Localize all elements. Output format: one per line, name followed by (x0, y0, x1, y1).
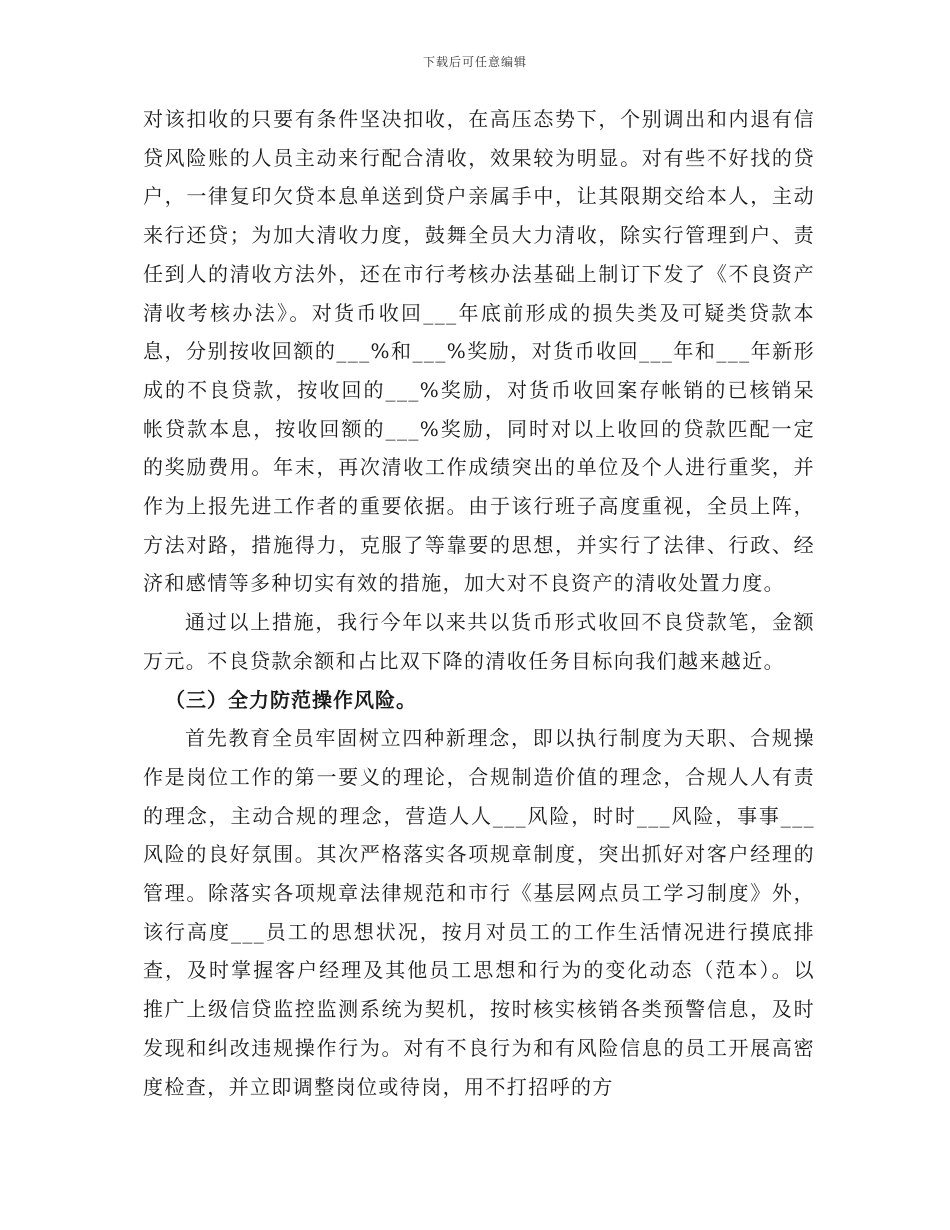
document-body (143, 100, 815, 1106)
section-heading: （三）全力防范操作风险。 (165, 687, 417, 712)
paragraph-results: 通过以上措施，我行今年以来共以货币形式收回不良贷款笔，金额万元。不良贷款余额和占比双下降的清收任务目标向我们越来越近。 (143, 610, 815, 673)
paragraph-operational-risk: 首先教育全员牢固树立四种新理念，即以执行制度为天职、合规操作是岗位工作的第一要义的理论，合规制造价值的理念，合规人人有责的理念，主动合规的理念，营造人人___风险，时时___风险，事事___风险的良好氛围。其次严格落实各项规章制度，突出抓好对客户经理的管理。除落实各项规章法律规范和市行《基层网点员工学习制度》外，该行高度___员工的思想状况，按月对员工的工作生活情况进行摸底排查，及时掌握客户经理及其他员工思想和行为的变化动态（范本）。以推广上级信贷监控监测系统为契机，按时核实核销各类预警信息，及时发现和纠改违规操作行为。对有不良行为和有风险信息的员工开展高密度检查，并立即调整岗位或待岗，用不打招呼的方 (143, 726, 815, 1099)
paragraph-continuation: 对该扣收的只要有条件坚决扣收，在高压态势下，个别调出和内退有信贷风险账的人员主动来行配合清收，效果较为明显。对有些不好找的贷户，一律复印欠贷本息单送到贷户亲属手中，让其限期交给本人，主动来行还贷；为加大清收力度，鼓舞全员大力清收，除实行管理到户、责任到人的清收方法外，还在市行考核办法基础上制订下发了《不良资产清收考核办法》。对货币收回___年底前形成的损失类及可疑类贷款本息，分别按收回额的___%和___%奖励，对货币收回___年和___年新形成的不良贷款，按收回的___%奖励，对货币收回案存帐销的已核销呆帐贷款本息，按收回额的___%奖励，同时对以上收回的贷款匹配一定的奖励费用。年末，再次清收工作成绩突出的单位及个人进行重奖，并作为上报先进工作者的重要依据。由于该行班子高度重视，全员上阵，方法对路，措施得力，克服了等靠要的思想，并实行了法律、行政、经济和感情等多种切实有效的措施，加大对不良资产的清收处置力度。 (143, 107, 815, 596)
page-header: 下载后可任意编辑 (422, 55, 527, 69)
